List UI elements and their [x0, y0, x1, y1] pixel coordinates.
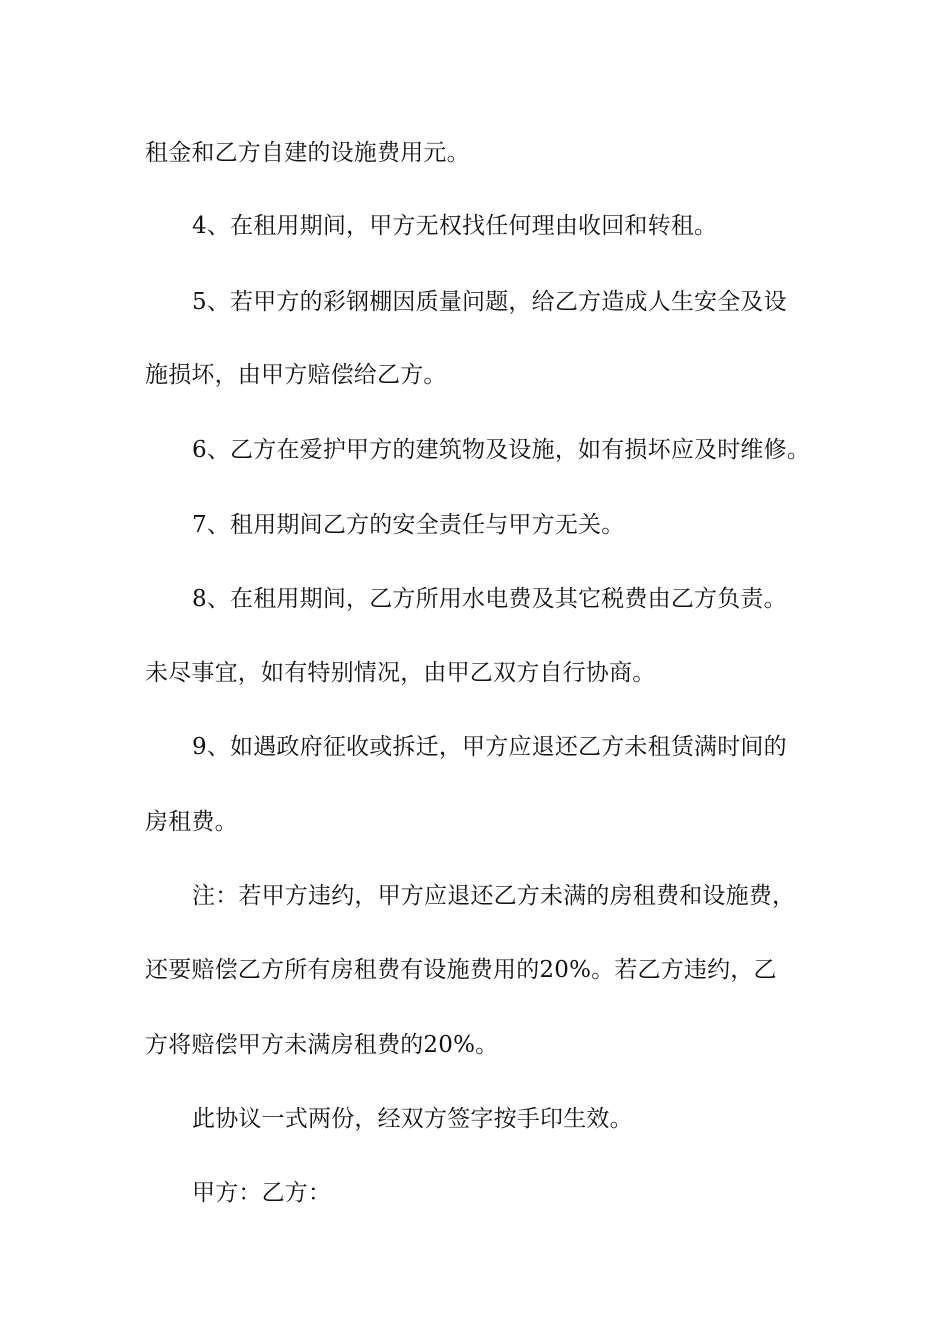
paragraph-line: 此协议一式两份，经双方签字按手印生效。: [192, 1106, 633, 1132]
paragraph-line: 方将赔偿甲方未满房租费的20%。: [145, 1032, 499, 1058]
paragraph-line: 房租费。: [145, 809, 238, 835]
paragraph-line: 租金和乙方自建的设施费用元。: [145, 140, 470, 166]
paragraph-line: 5、若甲方的彩钢棚因质量问题，给乙方造成人生安全及设: [192, 289, 787, 315]
paragraph-line: 4、在租用期间，甲方无权找任何理由收回和转租。: [192, 213, 718, 239]
paragraph-line: 7、租用期间乙方的安全责任与甲方无关。: [192, 512, 625, 538]
signature-line: 甲方：乙方：: [192, 1180, 332, 1206]
paragraph-line: 施损坏，由甲方赔偿给乙方。: [145, 362, 447, 388]
paragraph-line: 还要赔偿乙方所有房租费有设施费用的20%。若乙方违约，乙: [145, 957, 777, 983]
paragraph-line: 8、在租用期间，乙方所用水电费及其它税费由乙方负责。: [192, 586, 787, 612]
paragraph-line: 6、乙方在爱护甲方的建筑物及设施，如有损坏应及时维修。: [192, 437, 811, 463]
paragraph-line: 未尽事宜，如有特别情况，由甲乙双方自行协商。: [145, 660, 656, 686]
paragraph-line: 注：若甲方违约，甲方应退还乙方未满的房租费和设施费，: [192, 883, 796, 909]
paragraph-line: 9、如遇政府征收或拆迁，甲方应退还乙方未租赁满时间的: [192, 734, 787, 760]
